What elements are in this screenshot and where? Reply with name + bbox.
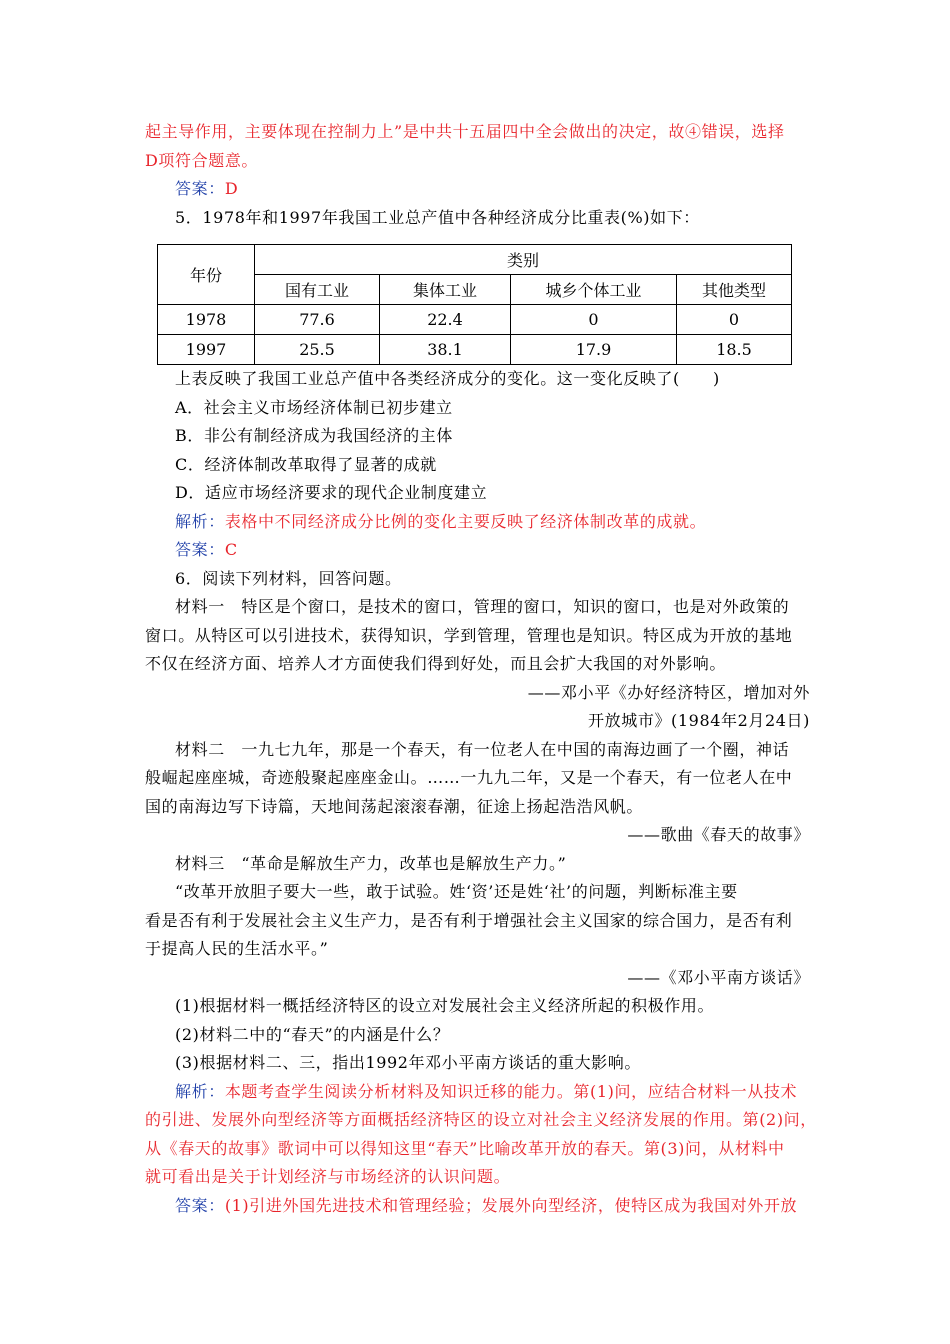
material-1-source-date: 开放城市》(1984年2月24日) [588, 711, 810, 730]
q5-option-b: B．非公有制经济成为我国经济的主体 [175, 426, 453, 445]
q5-explanation-text: 表格中不同经济成分比例的变化主要反映了经济体制改革的成就。 [224, 511, 707, 531]
table-cell: 0 [511, 305, 677, 335]
q5-option-a: A．社会主义市场经济体制已初步建立 [175, 397, 453, 417]
q6-answer [145, 1192, 810, 1221]
table-cell-year: 1997 [158, 335, 255, 365]
table-header-category: 类别 [255, 245, 792, 275]
table-cell: 77.6 [255, 305, 380, 335]
q4-answer-label: 答案： [175, 179, 225, 198]
q5-explanation [145, 508, 810, 537]
material-3-source: ——《邓小平南方谈话》 [627, 967, 810, 987]
table-cell: 22.4 [380, 305, 511, 335]
q6-explanation-text: 本题考查学生阅读分析材料及知识迁移的能力。第(1)问，应结合材料一从技术 [224, 1081, 798, 1101]
q6-explanation-line: 就可看出是关于计划经济与市场经济的认识问题。 [145, 1167, 511, 1186]
q6-stem: 6．阅读下列材料，回答问题。 [175, 568, 402, 588]
table-cell: 25.5 [255, 335, 380, 365]
q5-stem: 5．1978年和1997年我国工业总产值中各种经济成分比重表(%)如下： [175, 207, 700, 227]
material-1-line: 不仅在经济方面、培养人才方面使我们得到好处，而且会扩大我国的对外影响。 [145, 654, 727, 673]
q6-answer-text: (1)引进外国先进技术和管理经验；发展外向型经济，使特区成为我国对外开放 [224, 1195, 798, 1215]
table-cell: 17.9 [511, 335, 677, 365]
table-cell: 0 [677, 305, 792, 335]
table-cell-year: 1978 [158, 305, 255, 335]
table-row [158, 335, 792, 365]
table-cell: 38.1 [380, 335, 511, 365]
table-row [158, 305, 792, 335]
q6-explanation [145, 1078, 810, 1107]
q5-option-d: D．适应市场经济要求的现代企业制度建立 [175, 483, 488, 502]
q5-answer-value: C [224, 540, 238, 559]
table-subheader: 城乡个体工业 [511, 275, 677, 305]
table-subheader: 其他类型 [677, 275, 792, 305]
material-3-line: 于提高人民的生活水平。” [145, 939, 329, 958]
q5-option-c: C．经济体制改革取得了显著的成就 [175, 454, 437, 474]
material-1-line: 材料一 特区是个窗口，是技术的窗口，管理的窗口，知识的窗口，也是对外政策的 [175, 597, 790, 616]
material-1-source: ——邓小平《办好经济特区，增加对外 [527, 682, 810, 702]
q5-answer [145, 536, 810, 565]
material-2-line: 般崛起座座城，奇迹般聚起座座金山。……一九九二年，又是一个春天，有一位老人在中 [145, 768, 793, 787]
q4-explanation-line-2: D项符合题意。 [145, 150, 259, 170]
q4-answer-value: D [224, 179, 239, 198]
q6-explanation-line: 从《春天的故事》歌词中可以得知这里“春天”比喻改革开放的春天。第(3)问，从材料中 [145, 1138, 785, 1158]
q5-explanation-label: 解析： [175, 511, 225, 531]
table-cell: 18.5 [677, 335, 792, 365]
q5-question: 上表反映了我国工业总产值中各类经济成分的变化。这一变化反映了( ) [175, 369, 720, 388]
material-3-line: 看是否有利于发展社会主义生产力，是否有利于增强社会主义国家的综合国力，是否有利 [145, 910, 793, 930]
table-header-year: 年份 [158, 245, 255, 305]
material-3-line: 材料三 “革命是解放生产力，改革也是解放生产力。” [175, 853, 567, 873]
document-page [145, 118, 817, 1220]
material-2-line: 国的南海边写下诗篇，天地间荡起滚滚春潮，征途上扬起浩浩风帆。 [145, 796, 644, 816]
q6-explanation-label: 解析： [175, 1081, 225, 1101]
table-subheader: 集体工业 [380, 275, 511, 305]
q6-answer-label: 答案： [175, 1195, 225, 1215]
material-2-source: ——歌曲《春天的故事》 [627, 825, 810, 844]
q4-answer [145, 175, 810, 204]
material-1-line: 窗口。从特区可以引进技术，获得知识，学到管理，管理也是知识。特区成为开放的基地 [145, 625, 793, 645]
material-2-line: 材料二 一九七九年，那是一个春天，有一位老人在中国的南海边画了一个圈，神话 [175, 739, 790, 759]
q6-subquestion-2: (2)材料二中的“春天”的内涵是什么？ [175, 1024, 450, 1044]
q6-subquestion-1: (1)根据材料一概括经济特区的设立对发展社会主义经济所起的积极作用。 [175, 996, 715, 1015]
q5-answer-label: 答案： [175, 540, 225, 559]
q4-explanation-line-1: 起主导作用，主要体现在控制力上”是中共十五届四中全会做出的决定，故④错误，选择 [145, 122, 785, 141]
material-3-line: “改革开放胆子要大一些，敢于试验。姓‘资’还是姓‘社’的问题，判断标准主要 [175, 882, 738, 901]
q6-explanation-line: 的引进、发展外向型经济等方面概括经济特区的设立对社会主义经济发展的作用。第(2)问， [145, 1110, 817, 1129]
q6-subquestion-3: (3)根据材料二、三，指出1992年邓小平南方谈话的重大影响。 [175, 1053, 641, 1072]
economy-share-table [157, 244, 792, 365]
table-subheader: 国有工业 [255, 275, 380, 305]
